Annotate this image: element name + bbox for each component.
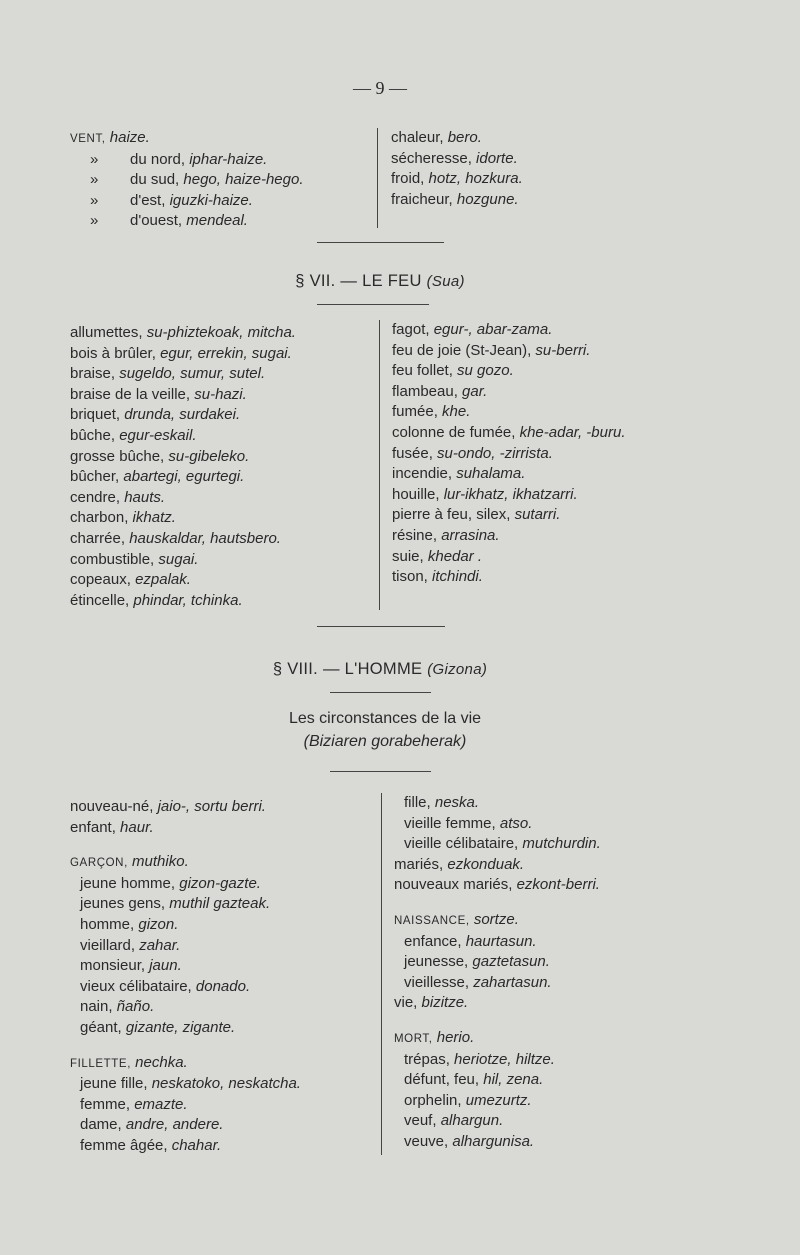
dictionary-entry: [70, 570, 296, 591]
french-term: vieillesse,: [404, 973, 470, 991]
basque-translation: herio.: [436, 1028, 475, 1046]
basque-translation: jaun.: [149, 957, 182, 975]
french-term: allumettes,: [70, 324, 143, 341]
basque-translation: sugeldo, sumur, sutel.: [119, 365, 266, 383]
basque-translation: khe-adar, -buru.: [519, 423, 626, 441]
dictionary-entry: [70, 323, 296, 344]
dictionary-entry: [70, 1018, 301, 1039]
basque-translation: lur-ikhatz, ikhatzarri.: [443, 485, 578, 503]
french-term: grosse bûche,: [70, 447, 165, 465]
dictionary-entry: [70, 191, 304, 212]
french-term: mariés,: [394, 855, 444, 873]
column-divider: [379, 320, 380, 610]
dictionary-entry: [392, 361, 626, 382]
french-term: fille,: [404, 794, 431, 811]
basque-translation: heriotze, hiltze.: [454, 1050, 555, 1068]
dictionary-entry: [394, 1111, 601, 1132]
basque-translation: iphar-haize.: [189, 150, 268, 168]
basque-translation: haur.: [120, 818, 154, 836]
dictionary-entry: [392, 444, 626, 465]
basque-translation: muthiko.: [132, 853, 189, 871]
basque-translation: idorte.: [476, 149, 518, 167]
basque-translation: gaztetasun.: [472, 953, 550, 971]
french-term: briquet,: [70, 406, 121, 424]
dictionary-entry: [394, 1028, 601, 1050]
french-term: braise de la veille,: [70, 385, 191, 403]
basque-translation: egur-, abar-zama.: [433, 321, 553, 338]
french-term: résine,: [392, 526, 438, 544]
french-term: veuve,: [404, 1132, 449, 1150]
dictionary-entry: [394, 1132, 601, 1153]
basque-translation: su gozo.: [457, 362, 514, 380]
french-term: jeunesse,: [404, 953, 469, 971]
french-term: orphelin,: [404, 1091, 462, 1109]
dictionary-entry: [391, 128, 523, 149]
basque-translation: suhalama.: [456, 465, 526, 483]
dictionary-entry: [70, 385, 296, 406]
column-divider: [377, 128, 378, 228]
french-term: d'est,: [130, 191, 166, 209]
dictionary-entry: [394, 793, 601, 814]
basque-translation: hauts.: [124, 488, 166, 506]
basque-translation: neskatoko, neskatcha.: [151, 1075, 301, 1093]
french-term: vieux célibataire,: [80, 977, 192, 995]
basque-translation: sutarri.: [514, 506, 561, 524]
section-7-heading: [0, 272, 760, 291]
french-term: NAISSANCE,: [394, 914, 470, 927]
french-term: défunt, feu,: [404, 1071, 480, 1089]
french-term: fusée,: [392, 444, 433, 462]
dictionary-entry: [70, 344, 296, 365]
french-term: fumée,: [392, 403, 438, 421]
entry-gap: [70, 1039, 301, 1053]
french-term: copeaux,: [70, 571, 131, 589]
french-term: d'ouest,: [130, 212, 183, 230]
french-term: FILLETTE,: [70, 1057, 131, 1070]
french-term: sécheresse,: [391, 149, 472, 167]
page-number: — 9 —: [353, 78, 407, 98]
section-8-heading: [0, 660, 760, 679]
french-term: femme,: [80, 1095, 131, 1113]
section-8-left-column: [70, 797, 301, 1157]
french-term: enfance,: [404, 932, 462, 950]
basque-translation: itchindi.: [432, 568, 483, 586]
french-term: nouveaux mariés,: [394, 876, 513, 894]
basque-translation: hotz, hozkura.: [428, 170, 523, 188]
french-term: charbon,: [70, 509, 129, 527]
section-8-dash: —: [322, 660, 340, 678]
dictionary-entry: [70, 956, 301, 977]
basque-translation: iguzki-haize.: [169, 191, 253, 209]
french-term: suie,: [392, 547, 424, 565]
basque-translation: khedar .: [427, 547, 483, 565]
french-term: femme âgée,: [80, 1136, 168, 1154]
column-divider: [381, 793, 382, 1155]
dictionary-entry: [70, 128, 304, 150]
dictionary-entry: [70, 1136, 301, 1157]
basque-translation: gizante, zigante.: [125, 1018, 236, 1036]
dictionary-entry: [391, 149, 523, 170]
heading-underline: [317, 304, 429, 305]
dictionary-entry: [394, 1070, 601, 1091]
basque-translation: bizitze.: [421, 994, 469, 1012]
dictionary-entry: [70, 1074, 301, 1095]
basque-translation: egur, errekin, sugai.: [160, 344, 292, 362]
french-term: jeune homme,: [80, 874, 176, 892]
french-term: chaleur,: [391, 129, 444, 146]
dictionary-entry: [394, 875, 601, 896]
french-term: nouveau-né,: [70, 798, 154, 815]
section-8-subtitle: Les circonstances de la vie: [288, 710, 482, 727]
basque-translation: su-phiztekoak, mitcha.: [146, 324, 296, 341]
french-term: MORT,: [394, 1032, 433, 1045]
section-7-number: § VII.: [295, 272, 336, 290]
basque-translation: donado.: [195, 977, 251, 995]
dictionary-entry: [70, 150, 304, 171]
dictionary-entry: [394, 973, 601, 994]
basque-translation: su-berri.: [535, 341, 591, 359]
basque-translation: nechka.: [135, 1053, 188, 1071]
french-term: géant,: [80, 1018, 122, 1036]
dictionary-entry: [70, 364, 296, 385]
dictionary-entry: [394, 993, 601, 1014]
basque-translation: gar.: [462, 382, 488, 400]
dictionary-entry: [70, 894, 301, 915]
dictionary-entry: [70, 447, 296, 468]
dictionary-entry: [70, 915, 301, 936]
section-8-subtitle-basque: (Biziaren gorabeherak): [303, 733, 467, 750]
basque-translation: alhargunisa.: [452, 1132, 535, 1150]
basque-translation: su-hazi.: [194, 385, 247, 403]
basque-translation: haurtasun.: [465, 932, 537, 950]
dictionary-entry: [394, 952, 601, 973]
french-term: bûche,: [70, 426, 116, 444]
dictionary-entry: [70, 874, 301, 895]
basque-translation: zahar.: [139, 936, 181, 954]
section-7-left-column: [70, 323, 296, 611]
basque-translation: arrasina.: [441, 526, 500, 544]
dictionary-entry: [70, 997, 301, 1018]
basque-translation: hil, zena.: [483, 1071, 544, 1089]
section-separator: [317, 626, 445, 627]
basque-translation: abartegi, egurtegi.: [123, 468, 245, 486]
dictionary-entry: [70, 550, 296, 571]
basque-translation: atso.: [499, 814, 533, 832]
french-term: vieille femme,: [404, 814, 496, 832]
basque-translation: bero.: [447, 129, 482, 146]
french-term: monsieur,: [80, 957, 146, 975]
dictionary-entry: [392, 320, 626, 341]
french-term: flambeau,: [392, 382, 458, 400]
basque-translation: emazte.: [134, 1095, 188, 1113]
subtitle-underline: [330, 771, 431, 772]
section-8-number: § VIII.: [272, 660, 319, 678]
basque-translation: su-ondo, -zirrista.: [437, 444, 553, 462]
basque-translation: andre, andere.: [125, 1116, 224, 1134]
french-term: enfant,: [70, 818, 116, 836]
dictionary-entry: [70, 818, 301, 839]
dictionary-entry: [392, 505, 626, 526]
section-8-title: L'HOMME: [344, 660, 423, 678]
basque-translation: ikhatz.: [132, 509, 176, 527]
dictionary-entry: [70, 467, 296, 488]
ditto-mark: »: [90, 212, 99, 230]
dictionary-entry: [394, 834, 601, 855]
section-7-basque: (Sua): [426, 273, 465, 290]
dictionary-entry: [391, 190, 523, 211]
dictionary-entry: [70, 1095, 301, 1116]
basque-translation: khe.: [442, 403, 471, 421]
basque-translation: mutchurdin.: [522, 835, 601, 853]
french-term: tison,: [392, 568, 428, 586]
section-8-basque: (Gizona): [427, 661, 488, 678]
french-term: GARÇON,: [70, 857, 128, 870]
dictionary-entry: [70, 529, 296, 550]
section-7-dash: —: [340, 272, 358, 290]
dictionary-entry: [392, 423, 626, 444]
french-term: bûcher,: [70, 468, 120, 486]
french-term: dame,: [80, 1116, 122, 1134]
ditto-mark: »: [90, 171, 99, 189]
dictionary-entry: [70, 936, 301, 957]
entry-gap: [394, 896, 601, 910]
basque-translation: umezurtz.: [465, 1091, 532, 1109]
dictionary-entry: [70, 426, 296, 447]
dictionary-entry: [70, 488, 296, 509]
section-7-right-column: [392, 320, 626, 588]
basque-translation: haize.: [109, 129, 150, 146]
basque-translation: hego, haize-hego.: [183, 171, 304, 189]
dictionary-entry: [394, 1091, 601, 1112]
basque-translation: muthil gazteak.: [169, 895, 271, 913]
french-term: du sud,: [130, 171, 180, 189]
french-term: fraicheur,: [391, 190, 453, 208]
basque-translation: hozgune.: [456, 190, 519, 208]
french-term: braise,: [70, 365, 116, 383]
dictionary-entry: [394, 855, 601, 876]
basque-translation: hauskaldar, hautsbero.: [129, 529, 281, 547]
french-term: combustible,: [70, 550, 155, 568]
french-term: veuf,: [404, 1112, 437, 1130]
french-term: cendre,: [70, 488, 121, 506]
dictionary-entry: [394, 910, 601, 932]
section-8-right-column: [394, 793, 601, 1153]
basque-translation: sortze.: [473, 910, 519, 928]
french-term: jeunes gens,: [80, 895, 166, 913]
dictionary-entry: [392, 341, 626, 362]
dictionary-entry: [392, 382, 626, 403]
french-term: colonne de fumée,: [392, 423, 516, 441]
french-term: jeune fille,: [80, 1075, 148, 1093]
dictionary-entry: [392, 567, 626, 588]
french-term: vie,: [394, 994, 418, 1012]
basque-translation: gizon-gazte.: [179, 874, 261, 892]
basque-translation: mendeal.: [186, 212, 248, 230]
vent-left-column: [70, 128, 304, 232]
basque-translation: phindar, tchinka.: [133, 591, 243, 609]
french-term: feu follet,: [392, 362, 453, 380]
french-term: froid,: [391, 170, 425, 188]
entry-gap: [70, 838, 301, 852]
section-7-title: LE FEU: [362, 272, 422, 290]
dictionary-entry: [70, 508, 296, 529]
dictionary-entry: [392, 526, 626, 547]
ditto-mark: »: [90, 150, 99, 168]
section-separator: [317, 242, 444, 243]
dictionary-entry: [392, 464, 626, 485]
entry-gap: [394, 1014, 601, 1028]
french-term: fagot,: [392, 321, 430, 338]
dictionary-entry: [394, 932, 601, 953]
dictionary-entry: [70, 797, 301, 818]
basque-translation: zahartasun.: [473, 973, 552, 991]
basque-translation: ezkont-berri.: [516, 876, 600, 894]
french-term: vieille célibataire,: [404, 835, 519, 853]
basque-translation: jaio-, sortu berri.: [157, 798, 266, 815]
french-term: étincelle,: [70, 591, 130, 609]
dictionary-entry: [391, 169, 523, 190]
basque-translation: neska.: [434, 794, 480, 811]
french-term: homme,: [80, 915, 135, 933]
basque-translation: ezkonduak.: [447, 855, 525, 873]
french-term: bois à brûler,: [70, 344, 156, 362]
dictionary-entry: [70, 591, 296, 612]
dictionary-entry: [70, 1115, 301, 1136]
basque-translation: egur-eskail.: [119, 426, 197, 444]
basque-translation: chahar.: [171, 1136, 222, 1154]
ditto-mark: »: [90, 191, 99, 209]
dictionary-entry: [392, 547, 626, 568]
basque-translation: su-gibeleko.: [168, 447, 250, 465]
dictionary-entry: [70, 977, 301, 998]
dictionary-entry: [392, 402, 626, 423]
french-term: incendie,: [392, 465, 453, 483]
heading-underline: [330, 692, 431, 693]
dictionary-entry: [70, 852, 301, 874]
dictionary-entry: [394, 814, 601, 835]
basque-translation: sugai.: [158, 550, 199, 568]
french-term: du nord,: [130, 150, 186, 168]
basque-translation: drunda, surdakei.: [124, 406, 241, 424]
french-term: trépas,: [404, 1050, 450, 1068]
french-term: nain,: [80, 998, 113, 1016]
dictionary-entry: [70, 405, 296, 426]
basque-translation: gizon.: [138, 915, 179, 933]
french-term: feu de joie (St-Jean),: [392, 341, 532, 359]
basque-translation: alhargun.: [440, 1112, 504, 1130]
dictionary-entry: [70, 170, 304, 191]
dictionary-entry: [392, 485, 626, 506]
vent-right-column: [391, 128, 523, 210]
french-term: charrée,: [70, 529, 126, 547]
basque-translation: ñaño.: [116, 998, 155, 1016]
french-term: pierre à feu, silex,: [392, 506, 511, 524]
dictionary-entry: [394, 1050, 601, 1071]
basque-translation: ezpalak.: [135, 571, 191, 589]
french-term: VENT,: [70, 133, 106, 145]
french-term: houille,: [392, 485, 440, 503]
french-term: vieillard,: [80, 936, 136, 954]
dictionary-entry: [70, 211, 304, 232]
dictionary-entry: [70, 1053, 301, 1075]
